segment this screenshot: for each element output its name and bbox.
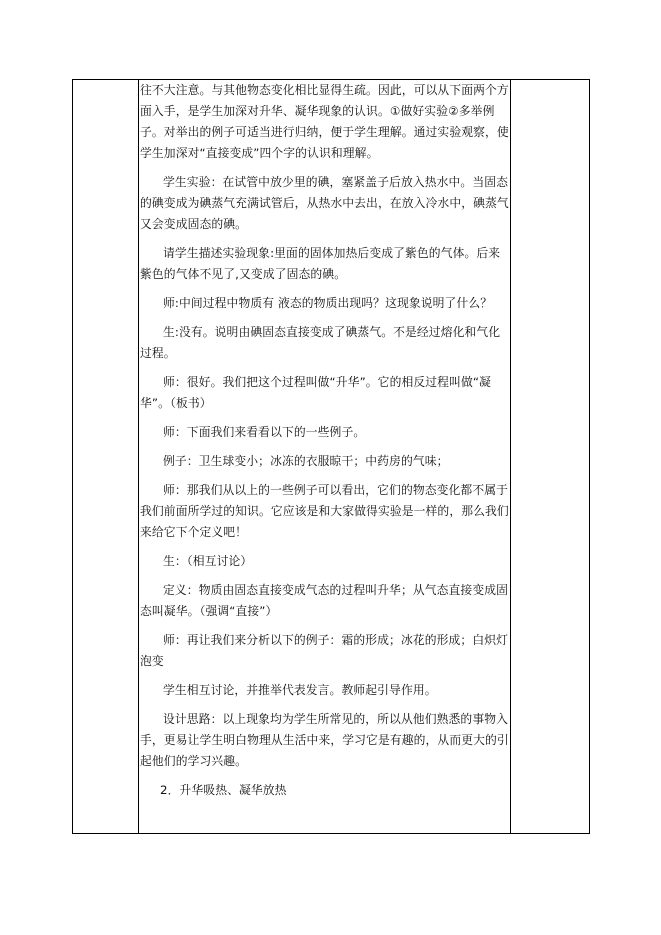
paragraph-definition: 定义：物质由固态直接变成气态的过程叫升华；从气态直接变成固态叫凝华。（强调“直接”） — [140, 583, 509, 618]
paragraph-sublimation-term: 师：很好。我们把这个过程叫做“升华”。它的相反过程叫做“凝华”。（板书） — [140, 375, 491, 410]
paragraph-describe-phenomenon: 请学生描述实验现象:里面的固体加热后变成了紫色的气体。后来紫色的气体不见了,又变成了固态的碘。 — [140, 246, 501, 281]
paragraph-more-examples: 师：再让我们来分析以下的例子：霜的形成；冰花的形成；白炽灯泡变 — [140, 633, 509, 668]
paragraph-student-discussion: 生：（相互讨论） — [163, 554, 253, 568]
paragraph-intro: 往不大注意。与其他物态变化相比显得生疏。因此，可以从下面两个方面入手，是学生加深对升华、凝华现象的认识。①做好实验②多举例子。对举出的例子可适当进行归纳，便于学生理解。通过实验观察，使学生加深对“直接变成”四个字的认识和理解。 — [140, 83, 509, 160]
paragraph-teacher-question: 师:中间过程中物质有 液态的物质出现吗？这现象说明了什么？ — [163, 296, 493, 310]
table-column-divider-right — [510, 80, 511, 833]
paragraph-design-rationale: 设计思路：以上现象均为学生所常见的，所以从他们熟悉的事物入手，更易让学生明白物理从生活中来，学习它是有趣的，从而更大的引起他们的学习兴趣。 — [140, 712, 509, 768]
paragraph-examples-intro: 师：下面我们来看看以下的一些例子。 — [163, 425, 366, 439]
section-heading-heat: 2．升华吸热、凝华放热 — [160, 783, 287, 797]
paragraph-examples: 例子：卫生球变小；冰冻的衣服晾干；中药房的气味； — [163, 454, 449, 468]
paragraph-group-discussion: 学生相互讨论，并推举代表发言。教师起引导作用。 — [163, 683, 437, 697]
lesson-content-cell — [140, 80, 510, 809]
table-column-divider-left — [138, 80, 139, 833]
paragraph-definition-lead: 师：那我们从以上的一些例子可以看出，它们的物态变化都不属于我们前面所学过的知识。它应该是和大家做得实验是一样的，那么我们来给它下个定义吧！ — [140, 483, 509, 539]
paragraph-student-experiment: 学生实验：在试管中放少里的碘，塞紧盖子后放入热水中。当固态的碘变成为碘蒸气充满试管后，从热水中去出，在放入冷水中，碘蒸气又会变成固态的碘。 — [140, 175, 509, 231]
paragraph-student-answer: 生:没有。说明由碘固态直接变成了碘蒸气。不是经过熔化和气化过程。 — [140, 325, 501, 360]
